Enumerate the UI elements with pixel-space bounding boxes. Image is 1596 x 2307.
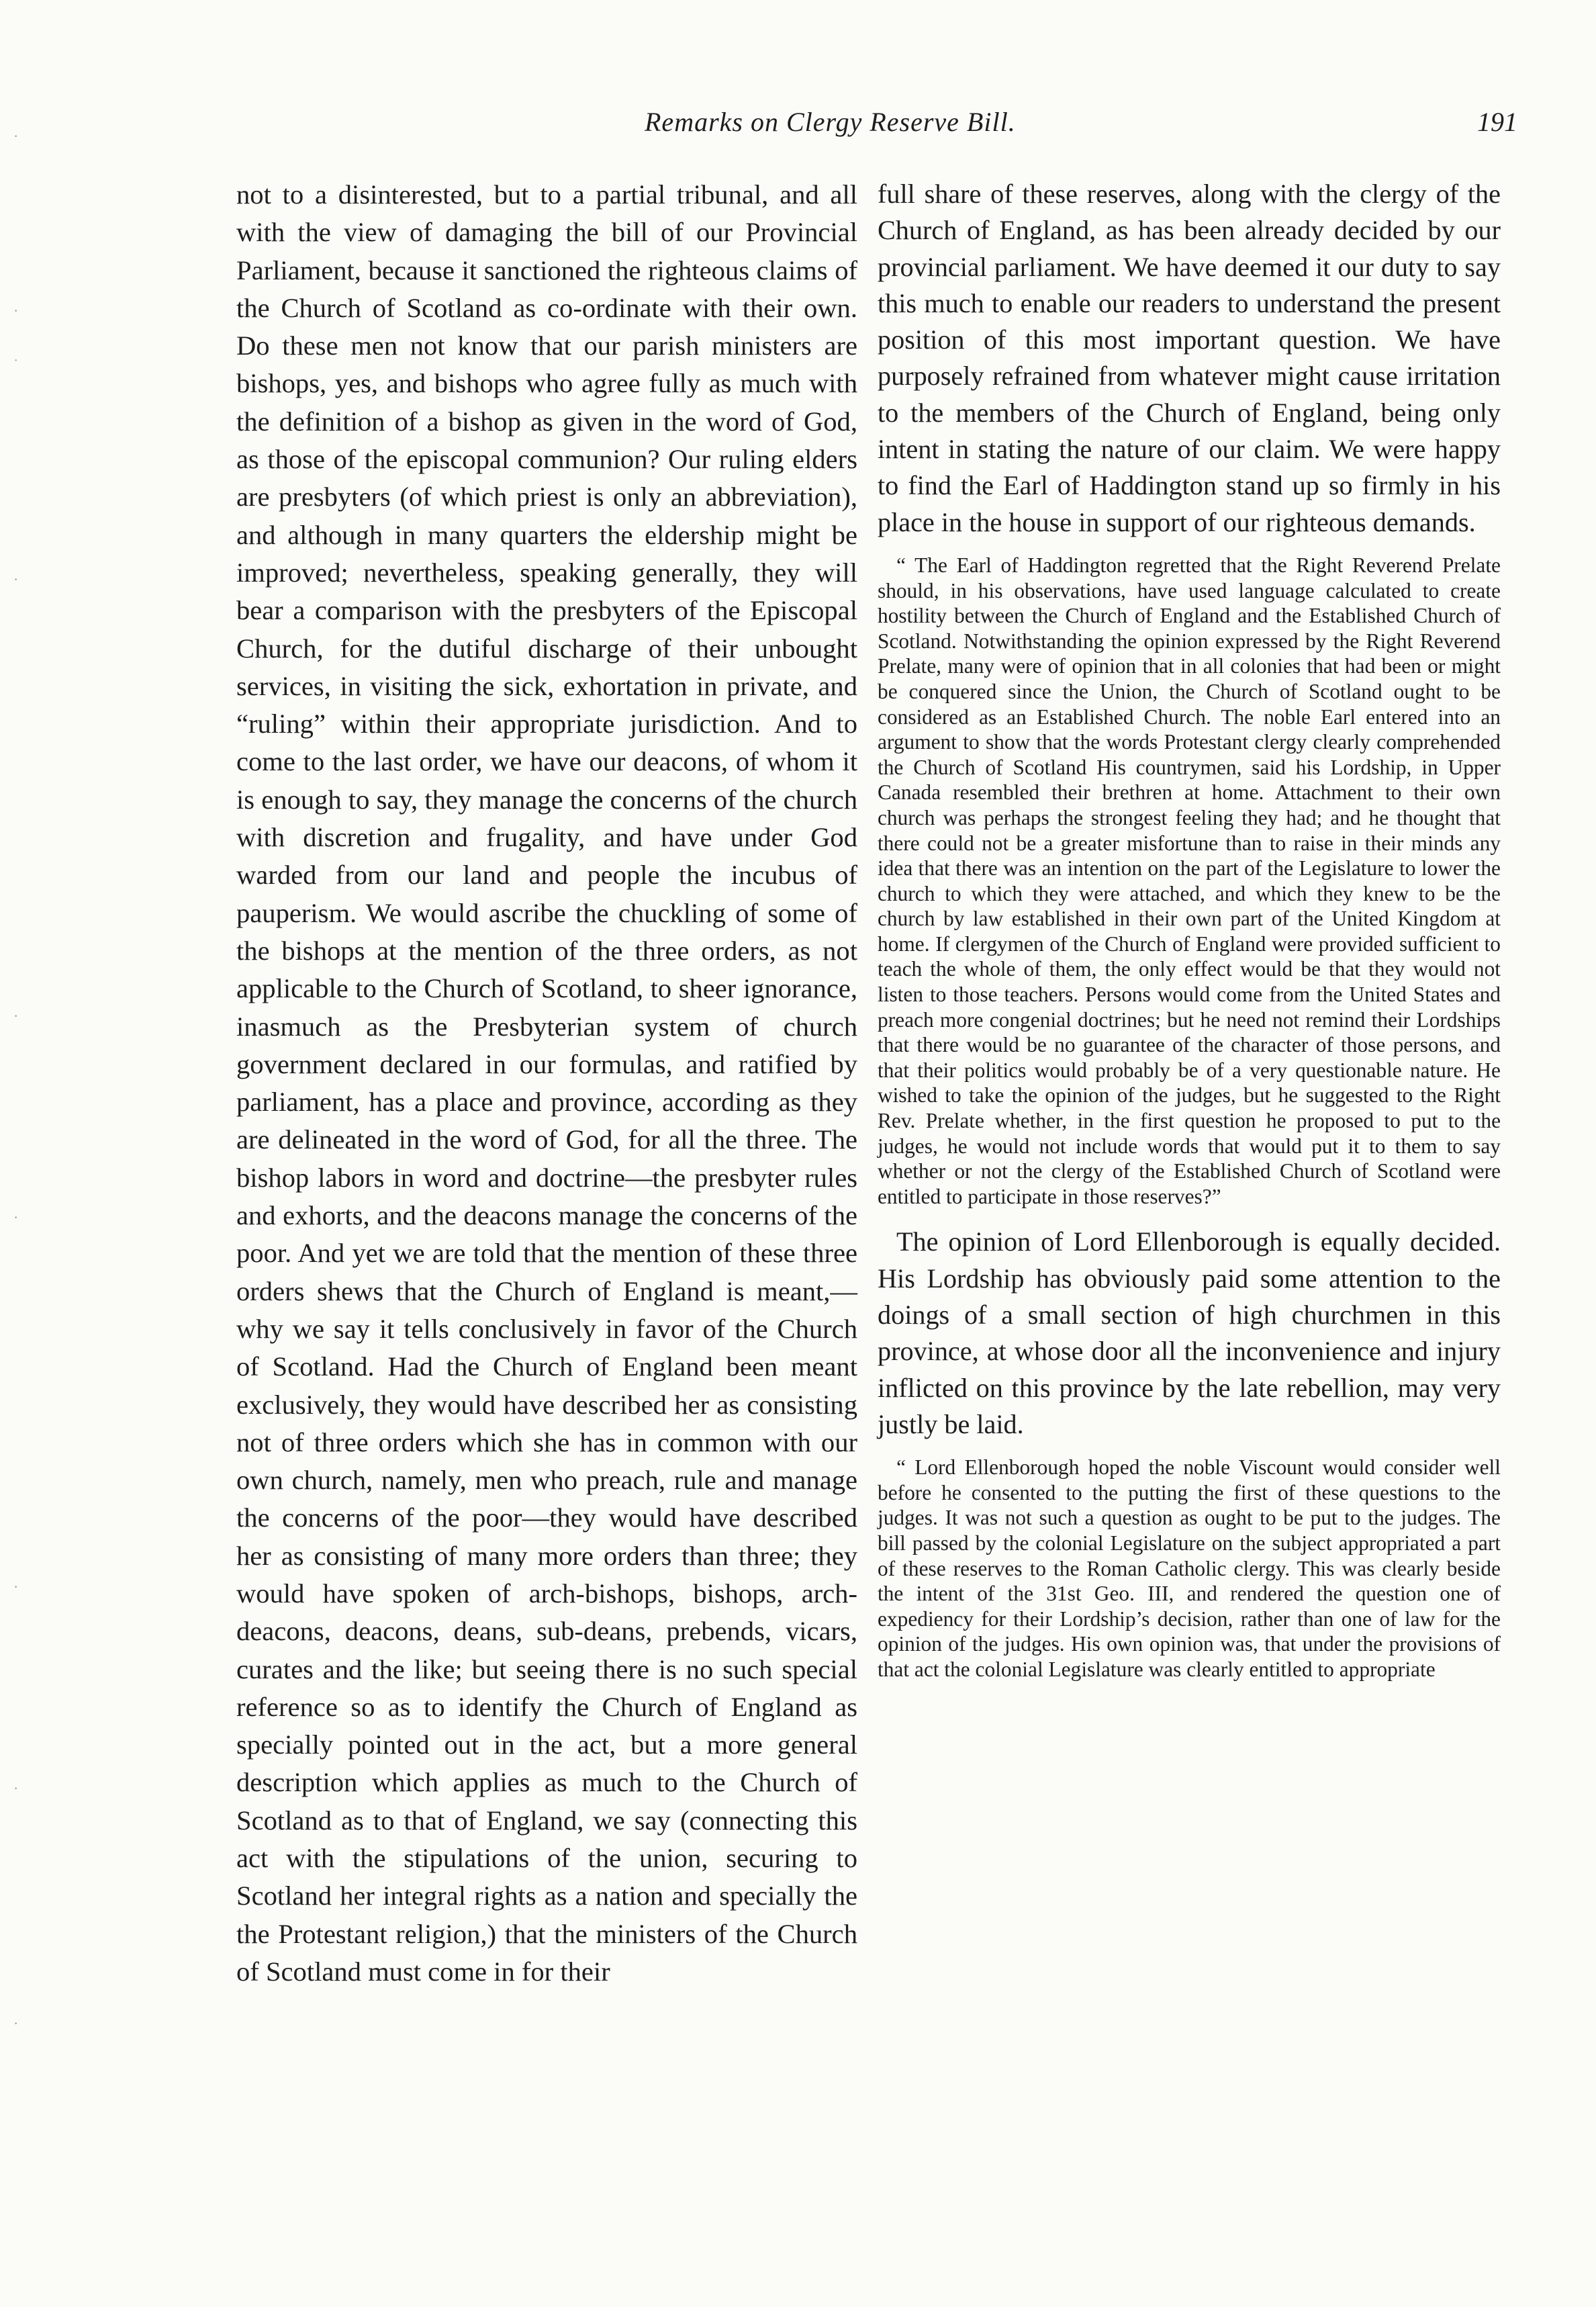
left-column-paragraph: not to a disinterested, but to a partial tribunal, and all with the view of damaging the bill of our Provincial Parliament, because it sanctioned the righteous claims of the Church of Scotland as co-ordinate with their own. Do these men not know that our parish ministers are bishops, yes, and bishops who agree fully as much with the definition of a bishop as given in the word of God, as those of the episcopal communion? Our ruling elders are presbyters (of which priest is only an abbreviation), and although in many quarters the eldership might be improved; nevertheless, speaking generally, they will bear a comparison with the presbyters of the Episcopal Church, for the dutiful discharge of their unbought services, in visiting the sick, exhortation in private, and “ruling” within their appropriate jurisdiction. And to come to the last order, we have our deacons, of whom it is enough to say, they manage the concerns of the church with discretion and frugality, and have under God warded from our land and people the incubus of pauperism. We would ascribe the chuckling of some of the bishops at the mention of the three orders, as not applicable to the Church of Scotland, to sheer ignorance, inasmuch as the Presbyterian system of church government declared in our formulas, and ratified by parliament, has a place and province, according as they are delineated in the word of God, for all the three. The bishop labors in word and doctrine—the presbyter rules and exhorts, and the deacons manage the concerns of the poor. And yet we are told that the mention of these three orders shews that the Church of England is meant,—why we say it tells conclusively in favor of the Church of Scotland. Had the Church of England been meant exclusively, they would have described her as consisting not of three orders which she has in common with our own church, namely, men who preach, rule and manage the concerns of the poor—they would have described her as consisting of many more orders than three; they would have spoken of arch-bishops, bishops, arch-deacons, deacons, deans, sub-deans, prebends, vicars, curates and the like; but seeing there is no such special reference so as to identify the Church of England as specially pointed out in the act, but a more general description which applies as much to the Church of Scotland as to that of England, we say (connecting this act with the stipulations of the union, securing to Scotland her integral rights as a nation and specially the the Protestant religion,) that the ministers of the Church of Scotland must come in for their [236, 179, 857, 1987]
quote-earl-of-haddington: “ The Earl of Haddington regretted that the Right Reverend Prelate should, in his observations, have used language calculated to create hostility between the Church of England and the Established Church of Scotland. Notwithstanding the opinion expressed by the Right Reverend Prelate, many were of opinion that in all colonies that had been or might be conquered since the Union, the Church of Scotland ought to be considered as an Established Church. The noble Earl entered into an argument to show that the words Protestant clergy clearly comprehended the Church of Scotland His countrymen, said his Lordship, in Upper Canada resembled their brethren at home. Attachment to their own church was perhaps the strongest feeling they had; and he thought that there could not be a greater misfortune than to raise in their minds any idea that there was an intention on the part of the Legislature to lower the church to which they were attached, and which they knew to be the church by law established in their own part of the United Kingdom at home. If clergymen of the Church of England were provided sufficient to teach the whole of them, the only effect would be that they would not listen to those teachers. Persons would come from the United States and preach more congenial doctrines; but he need not remind their Lordships that there would be no guarantee of the character of those persons, and that their politics would probably be of a very questionable nature. He wished to take the opinion of the judges, but he suggested to the Right Rev. Prelate whether, in the first question he proposed to put to the judges, he would not include words that would put it to them to say whether or not the clergy of the Established Church of Scotland were entitled to participate in those reserves?” [878, 553, 1501, 1208]
right-column [878, 176, 1501, 1682]
quote-lord-ellenborough: “ Lord Ellenborough hoped the noble Viscount would consider well before he consented to the putting the first of these questions to the judges. It was not such a question as ought to be put to the judges. The bill passed by the colonial Legislature on the subject appropriated a part of these reserves to the Roman Catholic clergy. This was clearly beside the intent of the 31st Geo. III, and rendered the question one of expediency for their Lordship’s decision, rather than one of law for the opinion of the judges. His own opinion was, that under the provisions of that act the colonial Legislature was clearly entitled to appropriate [878, 1455, 1501, 1681]
right-paragraph-1: full share of these reserves, along with the clergy of the Church of England, as has been already decided by our provincial parliament. We have deemed it our duty to say this much to enable our readers to understand the present position of this most important question. We have purposely refrained from whatever might cause irritation to the members of the Church of England, being only intent in stating the nature of our claim. We were happy to find the Earl of Haddington stand up so firmly in his place in the house in support of our righteous demands. [878, 179, 1501, 537]
right-paragraph-2: The opinion of Lord Ellenborough is equally decided. His Lordship has obviously paid some attention to the doings of a small section of high churchmen in this province, at whose door all the inconvenience and injury inflicted on this province by the late rebellion, may very justly be laid. [878, 1226, 1501, 1439]
running-title: Remarks on Clergy Reserve Bill. [645, 107, 1016, 137]
scan-gutter-noise: · · ˙ · · · · · · [13, 128, 19, 2032]
left-column [236, 176, 857, 1991]
page-header [201, 106, 1517, 146]
page-number: 191 [1477, 107, 1517, 137]
